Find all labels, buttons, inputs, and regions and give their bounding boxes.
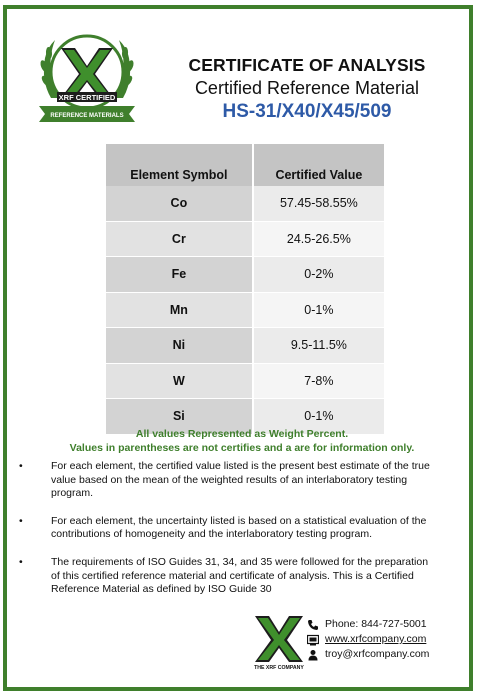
element-symbol: W [106, 363, 253, 399]
table-row [106, 328, 384, 364]
note-line-1: All values Represented as Weight Percent. [135, 428, 349, 440]
phone-row [307, 617, 429, 632]
xrf-certified-logo [31, 26, 143, 126]
contact-info [307, 617, 429, 662]
bullet-text: For each element, the uncertainty listed is based on a statistical evaluation of the contributions of homogeneity and the interlaboratory testing program. [51, 514, 427, 541]
table-row [106, 292, 384, 328]
website-link[interactable]: www.xrfcompany.com [325, 633, 427, 645]
list-item [19, 460, 436, 501]
website-row [307, 632, 429, 647]
certified-value: 57.45-58.55% [253, 186, 384, 221]
element-symbol: Cr [106, 221, 253, 257]
certified-values-table [106, 144, 384, 435]
bullet-icon: • [19, 555, 23, 568]
table-row [106, 221, 384, 257]
certified-value: 0-1% [253, 399, 384, 435]
phone-icon [307, 619, 319, 631]
column-header-element-symbol: Element Symbol [106, 144, 253, 186]
element-symbol: Fe [106, 257, 253, 293]
certificate-page [3, 5, 473, 691]
bullet-text: The requirements of ISO Guides 31, 34, and 35 were followed for the preparation of this certified reference material and certificate of analysis. This is a Certified Reference Material as defined by ISO Guide 30 [51, 555, 429, 596]
statement-list [19, 460, 436, 611]
bullet-icon: • [19, 460, 23, 472]
bullet-icon: • [19, 514, 23, 527]
table-row [106, 363, 384, 399]
weight-percent-note [7, 427, 477, 455]
element-symbol: Mn [106, 292, 253, 328]
table-row [106, 186, 384, 221]
phone-number: Phone: 844-727-5001 [325, 618, 427, 630]
list-item [19, 514, 436, 542]
list-item [19, 555, 436, 597]
bullet-text: For each element, the certified value listed is the present best estimate of the true value based on the mean of the weighted results of an interlaboratory testing program. [51, 460, 430, 500]
person-icon [307, 649, 319, 661]
logo-ribbon-text: REFERENCE MATERIALS [50, 113, 124, 119]
page-title: CERTIFICATE OF ANALYSIS [188, 55, 426, 75]
website-icon [307, 634, 319, 646]
element-symbol: Co [106, 186, 253, 221]
element-symbol: Ni [106, 328, 253, 364]
page-subtitle: Certified Reference Material [194, 78, 420, 98]
table-row [106, 257, 384, 293]
table-header-row [106, 144, 384, 186]
email-row [307, 647, 429, 662]
certified-value: 24.5-26.5% [253, 221, 384, 257]
title-block [157, 55, 457, 123]
column-header-certified-value: Certified Value [253, 144, 384, 186]
xrf-company-logo [249, 614, 309, 670]
certified-value: 0-2% [253, 257, 384, 293]
email-address[interactable]: troy@xrfcompany.com [325, 648, 430, 660]
product-code: HS-31/X40/X45/509 [222, 101, 392, 122]
certified-value: 7-8% [253, 363, 384, 399]
logo-brand-text: XRF CERTIFIED [58, 93, 116, 102]
company-logo-caption: THE XRF COMPANY [254, 665, 304, 670]
element-symbol: Si [106, 399, 253, 435]
certified-value: 0-1% [253, 292, 384, 328]
certified-value: 9.5-11.5% [253, 328, 384, 364]
note-line-2: Values in parentheses are not certifies and a are for information only. [69, 442, 415, 454]
